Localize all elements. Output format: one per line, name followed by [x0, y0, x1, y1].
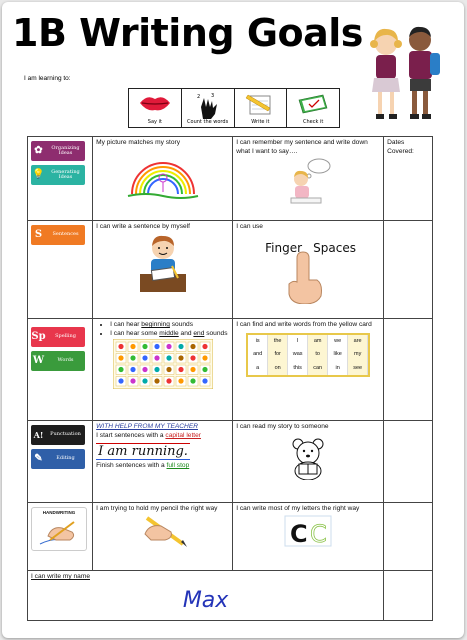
- category-cell: [28, 421, 93, 503]
- step-label: Check it: [302, 119, 324, 125]
- sounds-list: [96, 321, 229, 339]
- dates-cell: [384, 571, 433, 621]
- dates-cell: [384, 221, 433, 319]
- table-row: [28, 503, 433, 571]
- dates-cell: [384, 319, 433, 421]
- learning-label: I am learning to:: [24, 75, 71, 82]
- step-label: Say it: [147, 119, 162, 125]
- goal-text: I can write a sentence by myself: [96, 223, 190, 230]
- alphabet-picture-icon: [118, 367, 123, 372]
- alphabet-picture-icon: [118, 355, 123, 360]
- alphabet-picture-icon: [142, 344, 147, 349]
- alphabet-picture-icon: [166, 344, 171, 349]
- word-card-cell: is: [248, 335, 268, 348]
- step-label: Write it: [251, 119, 270, 125]
- dates-covered-label: Dates Covered:: [387, 139, 414, 155]
- dates-cell: [384, 421, 433, 503]
- student-name: Max: [182, 587, 229, 613]
- alphabet-picture-icon: [154, 367, 159, 372]
- category-cell: [28, 221, 93, 319]
- steps-strip: [128, 88, 340, 128]
- handwriting-badge: HANDWRITING: [31, 507, 87, 551]
- notebook-check-icon: [296, 92, 330, 116]
- alphabet-picture-icon: [190, 378, 195, 383]
- svg-text:C: C: [290, 519, 308, 548]
- alphabet-picture-icon: [178, 355, 183, 360]
- table-row: [28, 221, 433, 319]
- word-card-cell: a: [248, 362, 268, 375]
- category-cell: [28, 319, 93, 421]
- word-card-cell: this: [288, 362, 308, 375]
- step-say: [129, 89, 182, 127]
- word-card-cell: to: [308, 348, 328, 361]
- yellow-word-card: [246, 333, 370, 377]
- goal-text: I am trying to hold my pencil the right way: [96, 505, 218, 512]
- goal-cell: [93, 137, 233, 221]
- capital-letter-goal: I start sentences with a capital letter: [96, 431, 201, 439]
- teddy-bear-reading-illustration: [286, 436, 330, 480]
- alphabet-picture-icon: [178, 367, 183, 372]
- letter-w-icon: W: [32, 355, 45, 367]
- table-row: [28, 421, 433, 503]
- alphabet-picture-icon: [118, 344, 123, 349]
- goals-table: [27, 136, 433, 621]
- letter-c-tracing-illustration: [283, 514, 333, 548]
- alphabet-picture-icon: [178, 344, 183, 349]
- notepad-pencil-icon: [244, 92, 276, 116]
- letters-sp-icon: Sp: [31, 331, 46, 343]
- alphabet-picture-icon: [202, 355, 207, 360]
- goal-cell: [93, 503, 233, 571]
- goal-cell: [93, 221, 233, 319]
- girl-thinking-writing-illustration: [283, 157, 333, 207]
- table-row: [28, 319, 433, 421]
- word-card-cell: the: [268, 335, 288, 348]
- page-title: 1B Writing Goals: [12, 11, 363, 55]
- goal-text: I can remember my sentence and write down what I want to say….: [236, 139, 368, 155]
- dates-cell: [384, 503, 433, 571]
- words-badge: W Words: [31, 351, 85, 371]
- goal-cell: [233, 421, 384, 503]
- alphabet-picture-icon: [190, 344, 195, 349]
- alphabet-picture-icon: [154, 344, 159, 349]
- boy-writing-illustration: [134, 232, 192, 296]
- word-card-cell: I: [288, 335, 308, 348]
- goal-text: My picture matches my story: [96, 139, 181, 146]
- alphabet-picture-icon: [142, 367, 147, 372]
- sentences-badge: S Sentences: [31, 225, 85, 245]
- alphabet-picture-icon: [142, 355, 147, 360]
- school-children-illustration: [362, 18, 444, 128]
- alphabet-picture-icon: [154, 378, 159, 383]
- generating-ideas-badge: 💡 Generating Ideas: [31, 165, 85, 185]
- alphabet-picture-icon: [130, 355, 135, 360]
- letter-s-icon: S: [34, 229, 43, 241]
- word-card-cell: was: [288, 348, 308, 361]
- category-cell: [28, 503, 93, 571]
- alphabet-picture-icon: [130, 344, 135, 349]
- pencil-icon: ✎: [34, 453, 43, 465]
- teacher-help-heading: WITH HELP FROM MY TEACHER: [96, 423, 198, 430]
- word-card-cell: like: [328, 348, 348, 361]
- alphabet-picture-icon: [202, 344, 207, 349]
- lightbulb-icon: 💡: [32, 169, 45, 181]
- alphabet-picture-icon: [142, 378, 147, 383]
- alphabet-picture-icon: [154, 355, 159, 360]
- svg-text:C: C: [310, 519, 327, 548]
- finger-spaces-illustration: Finger Spaces: [263, 234, 353, 304]
- goal-cell: [93, 421, 233, 503]
- alphabet-chart-illustration: [113, 339, 213, 389]
- alphabet-picture-icon: [118, 378, 123, 383]
- punctuation-marks-icon: A!: [33, 429, 44, 440]
- word-card-cell: see: [348, 362, 368, 375]
- list-item: • I can hear some middle and end sounds: [110, 330, 229, 339]
- svg-text:3: 3: [210, 93, 214, 99]
- goal-text: I can find and write words from the yellow card: [236, 321, 372, 328]
- alphabet-picture-icon: [202, 367, 207, 372]
- alphabet-picture-icon: [166, 367, 171, 372]
- punctuation-badge: A! Punctuation: [31, 425, 85, 445]
- alphabet-picture-icon: [130, 378, 135, 383]
- full-stop-goal: Finish sentences with a full stop: [96, 462, 190, 470]
- goal-cell: [93, 319, 233, 421]
- alphabet-picture-icon: [190, 367, 195, 372]
- dates-cell: [384, 137, 433, 221]
- handwriting-example: I am running.: [98, 443, 188, 459]
- alphabet-picture-icon: [178, 378, 183, 383]
- word-card-cell: my: [348, 348, 368, 361]
- step-write: [235, 89, 288, 127]
- word-card-cell: for: [268, 348, 288, 361]
- word-card-cell: in: [328, 362, 348, 375]
- word-card-cell: and: [248, 348, 268, 361]
- word-card-cell: on: [268, 362, 288, 375]
- worksheet-page: [2, 2, 464, 638]
- goal-cell: [233, 137, 384, 221]
- goal-cell: [233, 221, 384, 319]
- counting-hand-icon: [193, 92, 223, 120]
- lips-icon: [138, 92, 172, 114]
- hand-writing-icon: [38, 518, 80, 546]
- pencil-grip-illustration: [137, 514, 189, 548]
- alphabet-picture-icon: [166, 355, 171, 360]
- alphabet-picture-icon: [166, 378, 171, 383]
- word-card-cell: am: [308, 335, 328, 348]
- step-label: Count the words: [187, 119, 229, 125]
- goal-text: I can write my name: [31, 573, 90, 580]
- list-item: • I can hear beginning sounds: [110, 321, 229, 330]
- editing-badge: ✎ Editing: [31, 449, 85, 469]
- pointing-finger-icon: [281, 250, 325, 304]
- alphabet-picture-icon: [130, 367, 135, 372]
- word-card-cell: can: [308, 362, 328, 375]
- spelling-badge: Sp Spelling: [31, 327, 85, 347]
- category-cell: [28, 137, 93, 221]
- step-check: [287, 89, 339, 127]
- step-count: [182, 89, 235, 127]
- alphabet-picture-icon: [190, 355, 195, 360]
- name-cell: [28, 571, 384, 621]
- goal-text: I can use: [236, 223, 263, 230]
- goal-text: I can read my story to someone: [236, 423, 329, 430]
- table-row: [28, 571, 433, 621]
- goal-text: I can write most of my letters the right way: [236, 505, 360, 512]
- word-card-cell: we: [328, 335, 348, 348]
- rainbow-drawing-illustration: [126, 148, 200, 200]
- ideas-network-icon: ✿: [34, 145, 43, 157]
- word-card-cell: are: [348, 335, 368, 348]
- svg-text:2: 2: [196, 94, 200, 100]
- alphabet-picture-icon: [202, 378, 207, 383]
- goal-cell: [233, 319, 384, 421]
- table-row: [28, 137, 433, 221]
- goal-cell: [233, 503, 384, 571]
- organizing-ideas-badge: ✿ Organizing Ideas: [31, 141, 85, 161]
